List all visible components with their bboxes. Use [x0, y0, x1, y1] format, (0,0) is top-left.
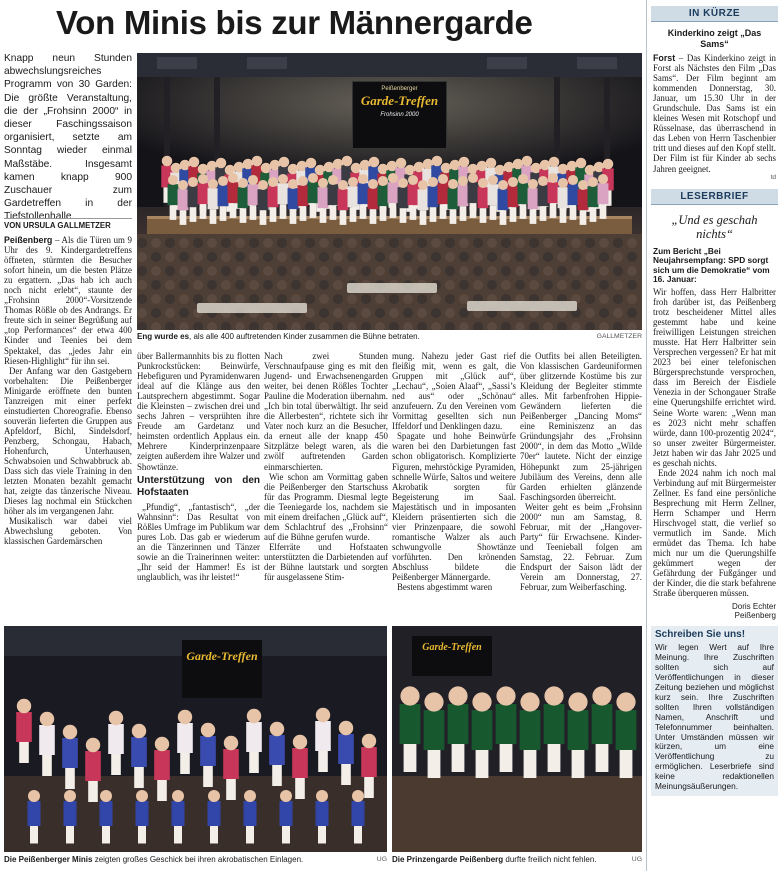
- banner-title: Garde-Treffen: [360, 93, 439, 108]
- audience-head: [235, 266, 245, 276]
- audience-head: [179, 266, 189, 276]
- minis-banner: [182, 640, 262, 698]
- schreiben-box: [651, 626, 778, 796]
- article-column-4: mung. Nahezu jeder Gast rief fleißig mit, wenn es galt, die Gruppen mit „Glück auf“, „Lechau“, „Soien Alaaf“, „Sassi’s ned aus“ oder „Schönau“ anzufeuern. Zu den Vereinen vom Vormittag gesellten sich nun Iffeldorf und Denklingen dazu. Spagate und hohe Beinwürfe waren bei den Darbietungen fast schon obligatorisch. Komplizierte Figuren, mehrstöckige Pyramiden, schnelle Würfe, Saltos und weitere Akrobatik sorgten für Begeisterung im Saal. Majestätisch und in imposanten Kleidern präsentierten sich die vier Prinzenpaare, die sowohl romantische Walzer als auch schwungvolle Showtänze vorführten. Den krönenden Abschluss bildete die Peißenberger Männergarde. Bestens abgestimmt waren: [392, 351, 516, 593]
- audience-head: [473, 252, 483, 262]
- audience-head: [529, 238, 539, 248]
- prinzengarde-banner-title: Garde-Treffen: [422, 642, 482, 653]
- audience-head: [361, 294, 371, 304]
- audience-head: [487, 280, 497, 290]
- audience-head: [417, 266, 427, 276]
- audience-head: [585, 252, 595, 262]
- audience-head: [487, 238, 497, 248]
- audience-head: [333, 294, 343, 304]
- audience-head: [165, 294, 175, 304]
- audience-head: [179, 238, 189, 248]
- leserbrief-author: Doris Echter: [731, 602, 776, 612]
- audience-head: [291, 266, 301, 276]
- audience-head: [277, 252, 287, 262]
- minis-caption: Die Peißenberger Minis zeigten großes Geschick bei ihren akrobatischen Einlagen.: [4, 855, 304, 864]
- leserbrief-quote: „Und es geschah nichts“: [671, 212, 758, 241]
- audience-head: [613, 266, 623, 276]
- audience-head: [305, 252, 315, 262]
- audience-head: [347, 238, 357, 248]
- audience-head: [193, 266, 203, 276]
- audience-head: [249, 266, 259, 276]
- audience-head: [557, 252, 567, 262]
- audience-head: [137, 252, 147, 262]
- audience-head: [599, 308, 609, 318]
- audience-head: [417, 252, 427, 262]
- audience-head: [165, 280, 175, 290]
- audience-head: [417, 238, 427, 248]
- audience-head: [431, 238, 441, 248]
- audience-head: [613, 294, 623, 304]
- audience-head: [599, 294, 609, 304]
- audience-head: [179, 294, 189, 304]
- minis-credit: UG: [376, 856, 387, 863]
- audience-head: [585, 294, 595, 304]
- audience-head: [543, 252, 553, 262]
- audience-head: [193, 252, 203, 262]
- audience-head: [571, 280, 581, 290]
- audience-head: [333, 266, 343, 276]
- audience-head: [389, 308, 399, 318]
- audience-head: [375, 238, 385, 248]
- article-column-1: Peißenberg – Als die Türen um 9 Uhr des 9. Kindergardetreffens öffneten, stürmten die Besucher sofort hinein, um die besten Plätze zu ergattern. „Das hab ich auch noch nicht erlebt“, staunte der „Frohsinn 2000“-Vorsitzende Thomas Rößle ob des Andrangs. Er freute sich in seiner Begrüßung auf „top Performances“ der etwa 400 Kinder und Teenies bei dem Spektakel, das „jedes Jahr ein Riesen-Highlight“ für ihn sei. Der Anfang war den Gastgebern vorbehalten: Die Peißenberger Minigarde eröffnete den bunten Tanzreigen mit einer perfekt einstudierten Choreografie. Ebenso souverän lieferten die Gruppen aus Apfeldorf, Bichl, Sindelsdorf, Penzberg, Schongau, Habach, Hohenfurch, Unterhausen, Schwabsoien und Schwabbruck ab. Dass sich das viele Training in den letzten Monaten bezahlt gemacht hat, zeigte das tänzerische Niveau. Dieses lag nochmal ein Stückchen höher als im vergangenen Jahr. Musikalisch war dabei viel Abwechslung geboten. Von klassischen Gardemärschen: [4, 235, 132, 547]
- audience-head: [571, 238, 581, 248]
- audience-head: [501, 280, 511, 290]
- audience-head: [361, 308, 371, 318]
- banner-logo-text: Frohsinn 2000: [380, 112, 419, 118]
- audience-head: [137, 280, 147, 290]
- audience-head: [445, 266, 455, 276]
- prinzengarde-photo: [392, 626, 642, 852]
- audience-head: [319, 238, 329, 248]
- audience-head: [151, 294, 161, 304]
- audience-head: [165, 266, 175, 276]
- audience-head: [235, 238, 245, 248]
- audience-head: [249, 238, 259, 248]
- audience-head: [305, 294, 315, 304]
- in-kuerze-header: IN KÜRZE: [651, 6, 778, 22]
- audience-head: [179, 308, 189, 318]
- minis-banner-title: Garde-Treffen: [186, 649, 258, 663]
- audience-head: [277, 280, 287, 290]
- audience-head: [599, 266, 609, 276]
- audience-head: [459, 238, 469, 248]
- audience-head: [585, 238, 595, 248]
- audience-head: [627, 294, 637, 304]
- minis-photo: [4, 626, 387, 852]
- audience-head: [403, 238, 413, 248]
- garde-treffen-banner: [352, 81, 447, 149]
- prinzengarde-credit: UG: [631, 856, 642, 863]
- audience-head: [543, 238, 553, 248]
- audience-head: [613, 280, 623, 290]
- kinderkino-text: Forst – Das Kinderkino zeigt in Forst als Nächstes den Film „Das Sams“. Der Film beginnt am kommenden Donnerstag, 30. Januar, um 15.30 Uhr in der Grundschule. Das Sams ist ein kleines Wesen mit Rotschopf und Rüsselnase, das überraschend in das Leben von Herrn Taschenbier tritt und dieses auf den Kopf stellt. Der Film ist für Kinder ab sechs Jahren geeignet.: [653, 53, 776, 174]
- audience-head: [137, 238, 147, 248]
- audience-head: [263, 294, 273, 304]
- audience-head: [375, 294, 385, 304]
- audience-head: [305, 280, 315, 290]
- banner-small-text: Peißenberger: [381, 86, 418, 92]
- audience-head: [291, 280, 301, 290]
- audience-head: [501, 238, 511, 248]
- audience-head: [333, 238, 343, 248]
- audience-head: [529, 266, 539, 276]
- audience-head: [585, 308, 595, 318]
- audience-head: [263, 252, 273, 262]
- audience-head: [347, 308, 357, 318]
- audience-head: [291, 238, 301, 248]
- article-column-3: Nach zwei Stunden Verschnaufpause ging es mit den Jugend- und Erwachsenengarden weiter, bei denen Rößles Tochter Pauline die Moderation übernahm. „Ich bin total überwältigt. Ihr seid die Allerbesten“, richtete sich ihr Vater noch kurz an die Besucher, da erneut alle der knapp 450 Sitzplätze belegt waren, als die zwölf auftretenden Garden einmarschierten. Wie schon am Vormittag gaben die Peißenberger den Startschuss für das Programm. Diesmal legte die Teeniegarde los, nachdem sie mit einem dreifachen „Glück auf“, dem Schlachtruf des „Frohsinn“ auf die Bühne gerufen wurde. Elferräte und Hofstaaten unterstützten die Darbietenden auf der Bühne lautstark und sorgten für ausgelassene Stim-: [264, 351, 388, 583]
- audience-head: [431, 308, 441, 318]
- audience-head: [459, 252, 469, 262]
- audience-head: [221, 238, 231, 248]
- audience-head: [627, 266, 637, 276]
- audience-head: [221, 252, 231, 262]
- audience-head: [445, 294, 455, 304]
- audience-head: [501, 252, 511, 262]
- audience-head: [319, 308, 329, 318]
- audience-head: [151, 266, 161, 276]
- audience-head: [151, 280, 161, 290]
- audience-head: [179, 252, 189, 262]
- subheading: Unterstützung von den Hofstaaten: [137, 474, 260, 498]
- audience-head: [403, 308, 413, 318]
- audience-head: [207, 238, 217, 248]
- audience-head: [557, 266, 567, 276]
- audience-head: [599, 238, 609, 248]
- audience-head: [235, 294, 245, 304]
- audience-head: [361, 252, 371, 262]
- audience-head: [417, 294, 427, 304]
- audience-head: [487, 266, 497, 276]
- audience-head: [151, 238, 161, 248]
- audience-head: [445, 308, 455, 318]
- audience-head: [165, 252, 175, 262]
- byline: VON URSULA GALLMETZER: [4, 218, 132, 231]
- audience-head: [417, 308, 427, 318]
- audience-head: [319, 266, 329, 276]
- audience-head: [487, 252, 497, 262]
- audience-head: [207, 294, 217, 304]
- audience-head: [571, 266, 581, 276]
- audience-head: [459, 280, 469, 290]
- audience-head: [515, 280, 525, 290]
- audience-head: [403, 252, 413, 262]
- audience-head: [221, 280, 231, 290]
- audience-head: [473, 238, 483, 248]
- prinzengarde-caption: Die Prinzengarde Peißenberg durfte freilich nicht fehlen.: [392, 855, 597, 864]
- audience-head: [431, 294, 441, 304]
- sidebar: [646, 0, 782, 871]
- audience-head: [529, 280, 539, 290]
- audience-head: [235, 252, 245, 262]
- audience-head: [613, 252, 623, 262]
- audience-head: [361, 266, 371, 276]
- audience-head: [627, 308, 637, 318]
- audience-head: [375, 308, 385, 318]
- schreiben-text: Wir legen Wert auf Ihre Meinung. Ihre Zuschriften sollten sich auf Veröffentlichungen in dieser Zeitung beziehen und möglichst kurz sein. Ihre Zuschriften sollten Ihren vollständigen Namen, Anschrift und Telefonnummer beinhalten. Unter Umständen müssen wir kürzen, um eine Veröffentlichung zu ermöglichen. Leserbriefe sind keine redaktionellen Meinungsäußerungen.: [655, 642, 774, 792]
- audience-head: [445, 280, 455, 290]
- article-lead: Knapp neun Stunden abwechslungsreiches Programm von 30 Garden: Die größte Veranstaltung, die der „Frohsinn 2000“ in dieser Faschingssaison organisiert, setzte am Sonntag wieder einmal Maßstäbe. Insgesamt kamen knapp 900 Zuschauer zum Gardetreffen in der Tiefstollenhalle.: [4, 53, 132, 223]
- audience-head: [445, 238, 455, 248]
- audience-head: [347, 294, 357, 304]
- audience-head: [627, 280, 637, 290]
- audience-head: [347, 266, 357, 276]
- audience-head: [207, 280, 217, 290]
- audience-head: [319, 294, 329, 304]
- audience-head: [305, 238, 315, 248]
- audience-head: [347, 252, 357, 262]
- audience-head: [515, 252, 525, 262]
- audience-head: [235, 280, 245, 290]
- audience-head: [137, 308, 147, 318]
- main-photo-caption: Eng wurde es, als alle 400 auftretenden Kinder zusammen die Bühne betraten.: [137, 332, 420, 341]
- audience-head: [193, 294, 203, 304]
- leserbrief-reference: Zum Bericht „Bei Neujahrsempfang: SPD sorgt sich um die Demokratie“ vom 16. Januar:: [653, 245, 770, 285]
- kinderkino-title: Kinderkino zeigt „Das Sams“: [667, 28, 762, 49]
- audience-head: [319, 252, 329, 262]
- audience-head: [333, 252, 343, 262]
- audience-head: [361, 238, 371, 248]
- audience-head: [515, 238, 525, 248]
- audience-head: [585, 280, 595, 290]
- audience-head: [221, 294, 231, 304]
- audience-head: [431, 252, 441, 262]
- audience-head: [319, 280, 329, 290]
- audience-head: [389, 238, 399, 248]
- audience-head: [137, 294, 147, 304]
- audience-head: [599, 280, 609, 290]
- audience-head: [375, 252, 385, 262]
- audience-head: [137, 266, 147, 276]
- main-photo-credit: GALLMETZER: [596, 333, 642, 340]
- audience-head: [389, 294, 399, 304]
- audience-head: [277, 294, 287, 304]
- audience-head: [627, 252, 637, 262]
- main-photo: [137, 53, 642, 330]
- audience-head: [389, 252, 399, 262]
- schreiben-title: Schreiben Sie uns!: [655, 629, 746, 641]
- audience-head: [445, 252, 455, 262]
- audience-head: [193, 280, 203, 290]
- audience-head: [501, 266, 511, 276]
- audience-head: [389, 266, 399, 276]
- audience-head: [277, 266, 287, 276]
- leserbrief-text: Wir hoffen, dass Herr Halbritter froh darüber ist, das Peißenberg trotz bescheidener Mittel alles gestemmt habe und keine freiwilligen Leistungen streichen musste. Hat Herr Halbritter sein Versprechen vergessen? Er hat mit 2023 bei einer telefonischen Bürgersprechstunde versprochen, dass im Bereich der Eisdiele Venezia in der Schongauer Straße eine Querungshilfe errichtet wird. Seine Worte waren: „Wenn man es 2023 nicht mehr schaffen würde, dann 100-prozentig 2024“, so unser zweiter Bürgermeister. Jetzt haben wir das Jahr 2025 und es geschah nichts. Ende 2024 nahm ich noch mal Verbindung auf mit Bürgermeister Zellner. Es fand eine persönliche Besprechung mit Herrn Zellner, Herrn Schamper und Herrn Hirschvogel statt, die verlief so vermutlich im Sande. Mich ermüdet das Thema. Ich habe mich nur um die Querungshilfe gekümmert wegen der Gefährdung der Fußgänger und der Kinder, die die stark befahrene Straße überqueren müssen.: [653, 286, 776, 599]
- audience-head: [179, 280, 189, 290]
- audience-head: [291, 252, 301, 262]
- audience-head: [221, 266, 231, 276]
- audience-head: [613, 238, 623, 248]
- leserbrief-place: Peißenberg: [734, 611, 776, 621]
- audience-head: [207, 266, 217, 276]
- audience-head: [249, 280, 259, 290]
- audience-head: [249, 294, 259, 304]
- audience-head: [571, 252, 581, 262]
- audience-head: [585, 266, 595, 276]
- audience-head: [263, 280, 273, 290]
- audience-head: [543, 280, 553, 290]
- audience-head: [151, 252, 161, 262]
- audience-head: [151, 308, 161, 318]
- audience-head: [277, 238, 287, 248]
- audience-head: [263, 238, 273, 248]
- audience-head: [599, 252, 609, 262]
- article-column-5: die Outfits bei allen Beteiligten. Von klassischen Gardeuniformen über glitzernde Kostüme bis zur Kleidung der Begleiter stimmte alles. Mit farbenfrohen Hippie-Gewändern lieferten die Peißenberger „Dancing Moms“ eine Reminiszenz an das Gründungsjahr des „Frohsinn 2000“, in dem das Motto „Wilde 70er“ lautete. Nicht der einzige Höhepunkt zum 25-jährigen Jubiläum des Vereins, denn alle Garden erhielten glänzende Faschingsorden überreicht. Weiter geht es beim „Frohsinn 2000“ nun am Samstag, 8. Februar, mit der „Hangover-Party“ für Erwachsene. Kinder- und Teenieball folgen am Samstag, 22. Februar. Zum Endspurt der Saison lädt der Verein am Donnerstag, 27. Februar, zum Weiberfasching.: [520, 351, 642, 593]
- audience-head: [473, 266, 483, 276]
- article-column-2: über Ballermannhits bis zu flotten Punkrockstücken: Beinwürfe, Hebefiguren und Pyramidenwaren ideal auf die Klänge aus den Lautsprechern abgestimmt. Sogar die Kleinsten – zwischen drei und sechs Jahren – versprühten ihre Freude am Gardetanz und heimsten ordentlich Applaus ein. Mehrere Kinderprinzenpaare zeigten außerdem ihre Walzer und Showtänze. Unterstützung von den Hofstaaten „Pfundig“, „fantastisch“, „der Wahnsinn“: Das Resultat von Rößles Umfrage im Publikum war pures Lob. Das gab er wiederum an die Tänzerinnen und Tänzer sowie an die Trainerinnen weiter: „Ihr seid der Hammer! Es ist unglaublich, was ihr leistet!“: [137, 351, 260, 582]
- article-headline: Von Minis bis zur Männergarde: [56, 4, 533, 41]
- audience-head: [375, 266, 385, 276]
- audience-head: [263, 266, 273, 276]
- audience-head: [207, 252, 217, 262]
- audience-head: [333, 280, 343, 290]
- audience-head: [249, 252, 259, 262]
- leserbrief-header: LESERBRIEF: [651, 189, 778, 205]
- kinderkino-credit: td: [770, 173, 776, 181]
- audience-head: [403, 266, 413, 276]
- audience-head: [529, 252, 539, 262]
- audience-head: [543, 266, 553, 276]
- audience-head: [627, 238, 637, 248]
- audience-head: [473, 280, 483, 290]
- audience-head: [165, 308, 175, 318]
- audience-head: [459, 266, 469, 276]
- audience-head: [431, 266, 441, 276]
- audience-head: [515, 266, 525, 276]
- audience-head: [557, 238, 567, 248]
- audience-head: [291, 294, 301, 304]
- audience-head: [305, 266, 315, 276]
- audience-head: [557, 280, 567, 290]
- audience-head: [165, 238, 175, 248]
- audience-head: [193, 238, 203, 248]
- audience-head: [403, 294, 413, 304]
- prinzengarde-banner: [412, 636, 492, 676]
- audience-head: [333, 308, 343, 318]
- audience-head: [613, 308, 623, 318]
